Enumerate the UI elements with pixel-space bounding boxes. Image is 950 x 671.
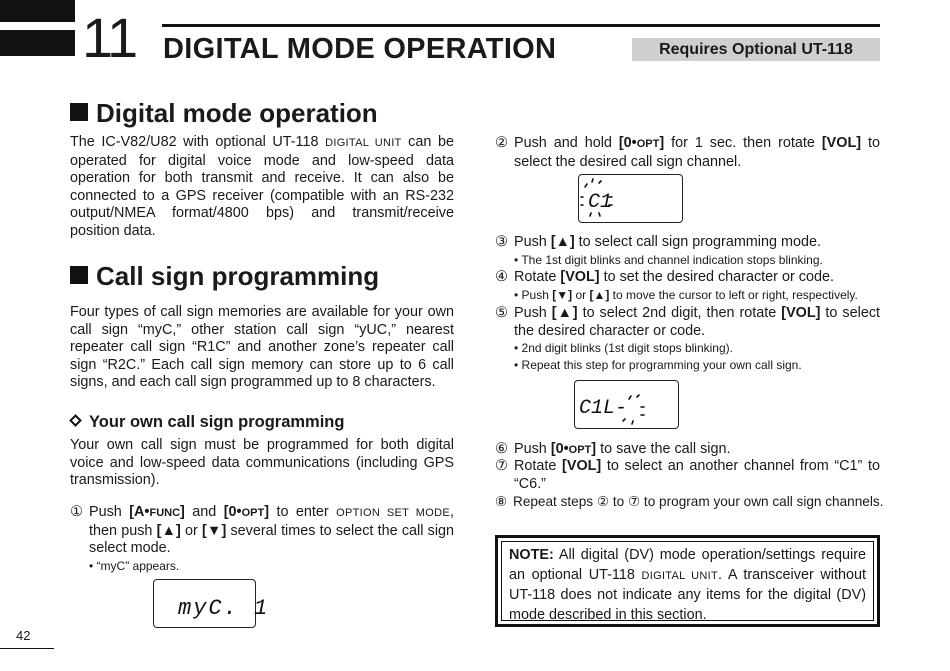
chapter-title: DIGITAL MODE OPERATION <box>163 33 557 65</box>
section-heading-digital-mode: Digital mode operation <box>70 98 378 129</box>
step-3-bullet: • The 1st digit blinks and channel indication stops blinking. <box>514 253 823 267</box>
section-paragraph-call-sign: Four types of call sign memories are available for your own call sign “myC,” other station call sign “yUC,” nearest repeater call sign “R1C” and another zone’s repeater call sign “R2C.” Each call sign memory can store up to 6 call signs, and each call sign programmed up to 8 characters. <box>70 304 454 390</box>
step-8: ⑧ Repeat steps ② to ⑦ to program your own call sign channels. <box>495 494 884 509</box>
step-1: ① Push [A•FUNC] and [0•OPT] to enter OPTION SET MODE, then push [▲] or [▼] several times to select the call sign select mode. <box>70 504 455 556</box>
step-5-bullet-2: • Repeat this step for programming your own call sign. <box>514 358 802 372</box>
section-paragraph-digital-mode: The IC-V82/U82 with optional UT-118 DIGITAL UNIT can be operated for digital voice mode and low-speed data operation for both transmit and receive. It can also be connected to a GPS receiver (compatible with an RS-232 output/NMEA format/4800 bps) and transmit/receive position data. <box>70 134 454 239</box>
step-6: ⑥ Push [0•OPT] to save the call sign. <box>495 441 731 457</box>
step-7: ⑦ Rotate [VOL] to select an another channel from “C1” to “C6.” <box>495 458 880 492</box>
subsection-paragraph: Your own call sign must be programmed for both digital voice and low-speed data communications (including GPS transmission). <box>70 437 454 488</box>
lcd3-text: C1L- <box>579 397 628 420</box>
step-1-bullet: • “myC” appears. <box>89 559 180 573</box>
lcd-display-c1l <box>574 380 679 429</box>
step-5: ⑤ Push [▲] to select 2nd digit, then rotate [VOL] to select the desired character or code. <box>495 305 881 339</box>
page-number: 42 <box>16 628 31 643</box>
step-4: ④ Rotate [VOL] to set the desired character or code. <box>495 269 834 285</box>
chapter-number: 11 <box>82 6 137 69</box>
step-5-bullet-1: • 2nd digit blinks (1st digit stops blinking). <box>514 341 733 355</box>
header-rule <box>162 24 880 27</box>
step-2: ② Push and hold [0•OPT] for 1 sec. then rotate [VOL] to select the desired call sign channel. <box>495 135 881 170</box>
lcd2-text: C1 <box>588 191 613 214</box>
chapter-tab-marker <box>0 0 75 56</box>
step-3: ③ Push [▲] to select call sign programming mode. <box>495 234 821 250</box>
section-heading-call-sign: Call sign programming <box>70 261 379 292</box>
lcd-display-myc <box>153 579 270 628</box>
subsection-heading-own-call-sign: Your own call sign programming <box>68 413 344 432</box>
lcd-display-c1 <box>578 174 683 223</box>
svg-text:myC. 1: myC. 1 <box>178 596 270 621</box>
note-label: NOTE: <box>509 547 554 563</box>
page-number-rule <box>0 648 54 649</box>
step-4-bullet: • Push [▼] or [▲] to move the cursor to left or right, respectively. <box>514 288 858 302</box>
requires-badge: Requires Optional UT-118 <box>632 38 880 61</box>
note-box: NOTE: All digital (DV) mode operation/settings require an optional UT-118 DIGITAL UNIT. A transceiver without UT-118 does not indicate any items for the digital (DV) mode described in this section. <box>495 535 880 627</box>
